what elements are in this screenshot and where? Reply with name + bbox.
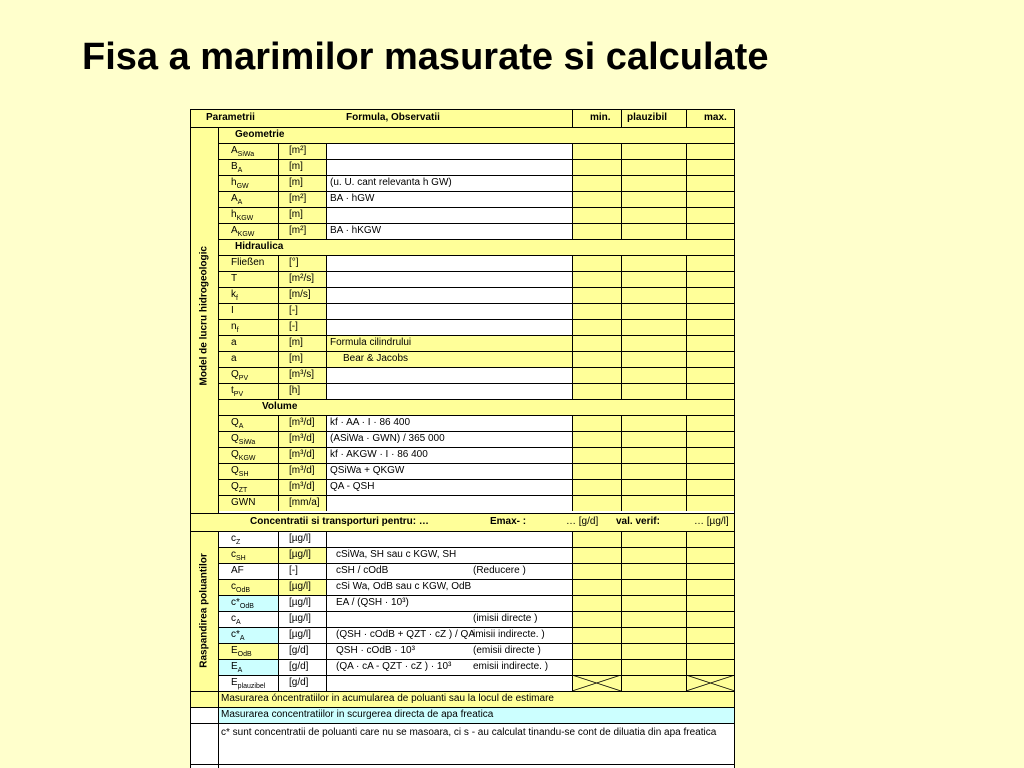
conc-header-unit-ugl: … [µg/l] — [694, 516, 729, 527]
geometrie-row-fill — [218, 127, 735, 143]
param-symbol: $Q_{SH}$ — [231, 465, 249, 478]
conc-symbol: $c_{OdB}$ — [231, 581, 251, 594]
conc-formula: (QSH · cOdB + QZT · cZ ) / QA — [336, 629, 475, 640]
param-formula: Formula cilindrului — [330, 337, 412, 348]
param-symbol: $Q_{SiWa}$ — [231, 433, 256, 446]
conc-formula: (QA · cA - QZT · cZ ) · 10³ — [336, 661, 452, 672]
param-formula: QA - QSH — [330, 481, 375, 492]
page-title: Fisa a marimilor masurate si calculate — [82, 36, 769, 78]
conc-formula: cSiWa, SH sau c KGW, SH — [336, 549, 457, 560]
param-unit: [m³/d] — [289, 449, 315, 460]
param-unit: [m²] — [289, 225, 307, 236]
param-symbol: $k_f$ — [231, 289, 238, 302]
param-unit: [m] — [289, 209, 303, 220]
conc-header-label: Concentratii si transporturi pentru: … — [250, 516, 429, 527]
header-parametrii: Parametrii — [206, 112, 255, 123]
conc-note: emisii indirecte. ) — [473, 661, 549, 672]
conc-formula: QSH · cOdB · 10³ — [336, 645, 415, 656]
conc-unit: [µg/l] — [289, 629, 311, 640]
param-formula: kf · AKGW · I · 86 400 — [330, 449, 428, 460]
param-symbol: $h_{KGW}$ — [231, 209, 254, 222]
conc-header-valverif: val. verif: — [616, 516, 660, 527]
conc-symbol: AF — [231, 565, 244, 576]
param-unit: [m³/d] — [289, 481, 315, 492]
conc-note: (imisii directe ) — [473, 613, 538, 624]
param-unit: [-] — [289, 321, 298, 332]
param-symbol: $B_A$ — [231, 161, 243, 174]
conc-note: (emisii directe ) — [473, 645, 541, 656]
param-formula: (u. U. cant relevanta h GW) — [330, 177, 452, 188]
section-volume: Volume — [262, 401, 298, 412]
param-symbol: $A_{KGW}$ — [231, 225, 255, 238]
values-columns-fill — [572, 143, 735, 511]
param-symbol: $n_f$ — [231, 321, 239, 334]
param-unit: [m³/d] — [289, 433, 315, 444]
param-unit: [m³/s] — [289, 369, 314, 380]
conc-unit: [µg/l] — [289, 597, 311, 608]
section-model-label: Model de lucru hidrogeologic — [198, 246, 210, 386]
note-2: Masurarea concentratiilor in scurgerea directa de apa freatica — [221, 709, 494, 720]
param-formula: BA · hGW — [330, 193, 375, 204]
conc-unit: [-] — [289, 565, 298, 576]
conc-note: imisii indirecte. ) — [473, 629, 545, 640]
param-formula: (ASiWa · GWN) / 365 000 — [330, 433, 445, 444]
param-symbol: $A_{SiWa}$ — [231, 145, 255, 158]
param-unit: [m] — [289, 337, 303, 348]
param-unit: [°] — [289, 257, 299, 268]
param-symbol: $Q_A$ — [231, 417, 244, 430]
param-symbol: I — [231, 305, 234, 316]
data-sheet-table — [190, 109, 735, 768]
param-unit: [m³/d] — [289, 465, 315, 476]
cstar-a-fill — [218, 627, 278, 643]
crossed-cells — [572, 675, 735, 691]
conc-formula: cSH / cOdB — [336, 565, 389, 576]
conc-unit: [µg/l] — [289, 549, 311, 560]
header-plauzibil: plauzibil — [627, 112, 667, 123]
param-unit: [m] — [289, 177, 303, 188]
conc-symbol: $c_{SH}$ — [231, 549, 246, 562]
section-hidraulica: Hidraulica — [235, 241, 284, 252]
param-symbol: $Q_{KGW}$ — [231, 449, 256, 462]
ea-fill — [218, 659, 278, 675]
param-symbol: a — [231, 337, 237, 348]
param-unit: [m²] — [289, 193, 307, 204]
param-symbol: T — [231, 273, 238, 284]
param-formula: Bear & Jacobs — [343, 353, 409, 364]
conc-formula: cSi Wa, OdB sau c KGW, OdB — [336, 581, 472, 592]
param-symbol: Fließen — [231, 257, 265, 268]
section-geometrie: Geometrie — [235, 129, 285, 140]
header-max: max. — [704, 112, 727, 123]
conc-symbol: $c*_{OdB}$ — [231, 597, 254, 610]
param-symbol: $Q_{PV}$ — [231, 369, 249, 382]
param-unit: [m³/d] — [289, 417, 315, 428]
param-symbol: $Q_{ZT}$ — [231, 481, 248, 494]
conc-header-emax: Emax- : — [490, 516, 527, 527]
param-formula: BA · hKGW — [330, 225, 382, 236]
param-unit: [m/s] — [289, 289, 311, 300]
conc-unit: [µg/l] — [289, 533, 311, 544]
conc-symbol: $E_A$ — [231, 661, 243, 674]
conc-unit: [µg/l] — [289, 613, 311, 624]
conc-symbol: $c_Z$ — [231, 533, 241, 546]
conc-unit: [g/d] — [289, 661, 309, 672]
conc-symbol: $E_{plauzibel}$ — [231, 677, 266, 690]
header-formula: Formula, Observatii — [346, 112, 440, 123]
note-3: c* sunt concentratii de poluanti care nu se masoara, ci s - au calculat tinandu-se cont de diluatia din apa freatica — [221, 727, 717, 738]
param-unit: [-] — [289, 305, 298, 316]
conc-unit: [g/d] — [289, 645, 309, 656]
conc-header-unit-gd: … [g/d] — [566, 516, 599, 527]
conc-formula: EA / (QSH · 10³) — [336, 597, 409, 608]
conc-unit: [g/d] — [289, 677, 309, 688]
param-unit: [mm/a] — [289, 497, 320, 508]
conc-note: (Reducere ) — [473, 565, 526, 576]
note-1: Masurarea óncentratiilor in acumularea de poluanti sau la locul de estimare — [221, 693, 554, 704]
conc-unit: [µg/l] — [289, 581, 311, 592]
conc-symbol: $c*_A$ — [231, 629, 245, 642]
param-symbol: $t_{PV}$ — [231, 385, 244, 398]
param-unit: [m²/s] — [289, 273, 314, 284]
param-symbol: a — [231, 353, 237, 364]
conc-symbol: $E_{OdB}$ — [231, 645, 252, 658]
param-unit: [m] — [289, 161, 303, 172]
param-symbol: $h_{GW}$ — [231, 177, 249, 190]
param-unit: [m] — [289, 353, 303, 364]
section-raspandirea-label: Raspandirea poluantilor — [198, 553, 210, 668]
param-symbol: GWN — [231, 497, 256, 508]
header-min: min. — [590, 112, 611, 123]
param-formula: QSiWa + QKGW — [330, 465, 405, 476]
param-formula: kf · AA · I · 86 400 — [330, 417, 411, 428]
param-symbol: $A_A$ — [231, 193, 243, 206]
conc-symbol: $c_A$ — [231, 613, 241, 626]
param-unit: [h] — [289, 385, 301, 396]
param-unit: [m²] — [289, 145, 307, 156]
